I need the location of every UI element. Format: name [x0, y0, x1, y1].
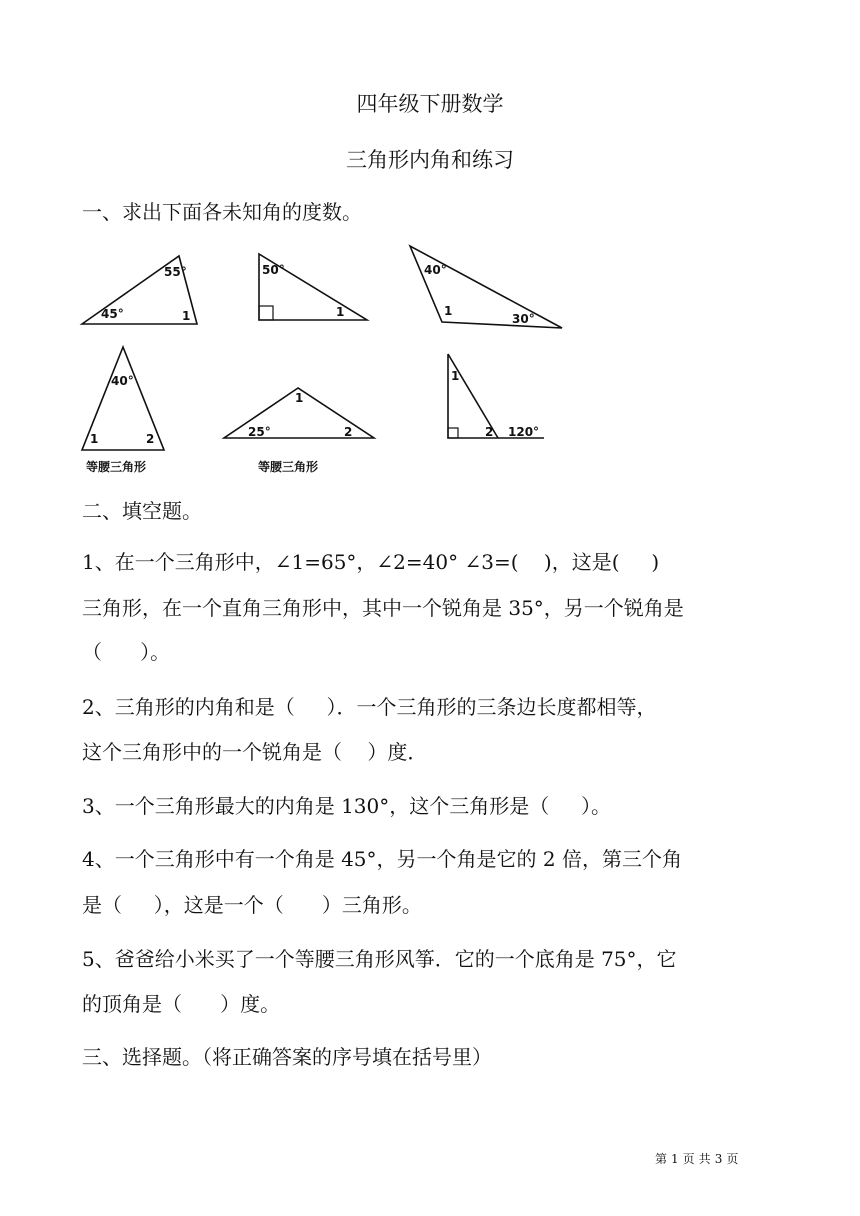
q1-text: 三角形，在一个直角三角形中，其中一个锐角是 35°，另一个锐角是	[82, 596, 684, 620]
angle-label: 50°	[262, 263, 285, 277]
right-angle-mark	[448, 428, 458, 438]
angle-label: 45°	[101, 307, 124, 321]
angle-label: 2	[344, 425, 353, 439]
q2-text: 这个三角形中的一个锐角是（ ）度．	[82, 740, 428, 764]
triangle-figure-4	[78, 344, 168, 454]
angle-label: 1	[336, 305, 345, 319]
angle-label: 30°	[512, 312, 535, 326]
angle-label: 1	[182, 309, 191, 323]
triangle-figure-3	[406, 242, 568, 332]
angle-label: 1	[295, 391, 304, 405]
angle-label: 1	[451, 369, 460, 383]
angle-label: 25°	[248, 425, 271, 439]
triangle-figure-6	[444, 350, 550, 444]
angle-label: 1	[444, 304, 453, 318]
triangle-figure-5	[220, 384, 378, 444]
q1-text: （ ）。	[82, 640, 171, 664]
figure-caption: 等腰三角形	[258, 460, 319, 474]
page-footer	[655, 1150, 742, 1167]
q4-text: 是（ ），这是一个（ ）三角形。	[82, 893, 422, 917]
footer-page-number: 1	[671, 1152, 679, 1166]
q2-text: 2、三角形的内角和是（ ）．一个三角形的三条边长度都相等，	[82, 695, 657, 719]
footer-text: 页	[726, 1152, 739, 1166]
angle-label: 55°	[164, 265, 187, 279]
footer-text: 共	[698, 1152, 711, 1166]
angle-label: 2	[485, 425, 494, 439]
q5-text: 的顶角是（ ）度。	[82, 992, 281, 1016]
page-subtitle: 三角形内角和练习	[346, 148, 514, 172]
section2-heading: 二、填空题。	[82, 499, 202, 523]
section3-heading: 三、选择题。（将正确答案的序号填在括号里）	[82, 1045, 492, 1069]
q3-text: 3、一个三角形最大的内角是 130°，这个三角形是（ ）。	[82, 794, 612, 818]
page-title: 四年级下册数学	[356, 92, 504, 116]
footer-text: 第	[655, 1152, 668, 1166]
right-angle-mark	[259, 306, 273, 320]
footer-total-pages: 3	[714, 1152, 723, 1166]
angle-label: 1	[90, 432, 99, 446]
triangle-figure-1	[78, 248, 203, 330]
triangle-shape	[410, 246, 562, 328]
figure-caption: 等腰三角形	[86, 460, 147, 474]
footer-text: 页	[682, 1152, 695, 1166]
q4-text: 4、一个三角形中有一个角是 45°，另一个角是它的 2 倍，第三个角	[82, 847, 682, 871]
angle-label: 40°	[111, 374, 134, 388]
q1-text: 1、在一个三角形中，∠1=65°，∠2=40° ∠3=( )，这是( )	[82, 550, 660, 574]
angle-label: 40°	[424, 263, 447, 277]
triangle-figure-2	[255, 250, 373, 326]
q5-text: 5、爸爸给小米买了一个等腰三角形风筝．它的一个底角是 75°，它	[82, 947, 677, 971]
section1-heading: 一、求出下面各未知角的度数。	[82, 200, 362, 224]
angle-label: 2	[146, 432, 155, 446]
angle-label: 120°	[508, 425, 540, 439]
